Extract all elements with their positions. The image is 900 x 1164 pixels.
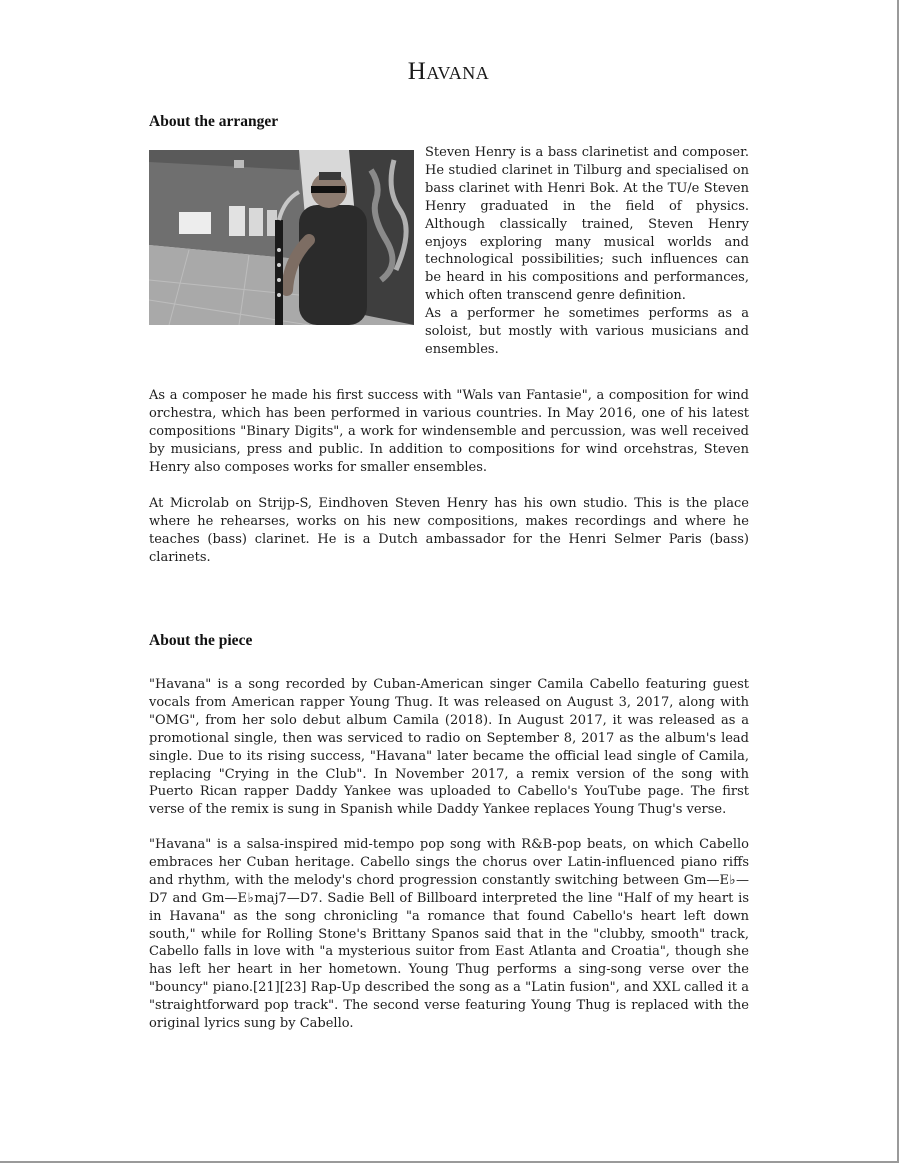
arranger-composer-paragraph: As a composer he made his first success with "Wals van Fantasie", a composition for wind orchestra, which has been performed in various countries. In May 2016, one of his latest compositions "Binary Digits", a work for windensemble and percussion, was well received by musicians, press and public. In addition to compositions for wind orcehstras, Steven Henry also composes works for smaller ensembles. bbox=[149, 388, 749, 475]
arranger-performer-paragraph: As a performer he sometimes performs as a soloist, but mostly with various musicians and ensembles. bbox=[425, 306, 749, 357]
arranger-bio-paragraph: Steven Henry is a bass clarinetist and composer. He studied clarinet in Tilburg and specialised on bass clarinet with Henri Bok. At the TU/e Steven Henry graduated in the field of physics. Although classically trained, Steven Henry enjoys exploring many musical worlds and technological possibilities; such influences can be heard in his compositions and performances, which often transcend genre definition. bbox=[425, 145, 749, 304]
piece-paragraph-1: "Havana" is a song recorded by Cuban-American singer Camila Cabello featuring guest vocals from American rapper Young Thug. It was released on August 3, 2017, along with "OMG", from her solo debut album Camila (2018). In August 2017, it was released as a promotional single, then was serviced to radio on September 8, 2017 as the album's lead single. Due to its rising success, "Havana" later became the official lead single of Camila, replacing "Crying in the Club". In November 2017, a remix version of the song with Puerto Rican rapper Daddy Yankee was uploaded to Cabello's YouTube page. The first verse of the remix is sung in Spanish while Daddy Yankee replaces Young Thug's verse. bbox=[149, 677, 749, 818]
piece-paragraph-2: "Havana" is a salsa-inspired mid-tempo pop song with R&B-pop beats, on which Cabello embraces her Cuban heritage. Cabello sings the chorus over Latin-influenced piano riffs and rhythm, with the melody's chord progression constantly switching between Gm—E♭—D7 and Gm—E♭maj7—D7. Sadie Bell of Billboard interpreted the line "Half of my heart is in Havana" as the song chronicling "a romance that found Cabello's heart left down south," while for Rolling Stone's Brittany Spanos said that in the "clubby, smooth" track, Cabello falls in love with "a mysterious suitor from East Atlanta and Croatia", though she has left her heart in her hometown. Young Thug performs a sing-song verse over the "bouncy" piano.[21][23] Rap-Up described the song as a "Latin fusion", and XXL called it a "straightforward pop track". The second verse featuring Young Thug is replaced with the original lyrics sung by Cabello. bbox=[149, 837, 749, 1032]
arranger-heading: About the arranger bbox=[149, 113, 279, 130]
arranger-side-text bbox=[425, 144, 749, 359]
piece-heading: About the piece bbox=[149, 632, 253, 649]
arranger-photo bbox=[149, 150, 414, 325]
page-title: Havana bbox=[407, 58, 490, 85]
arranger-studio-paragraph: At Microlab on Strijp-S, Eindhoven Steven Henry has his own studio. This is the place where he rehearses, works on his new compositions, makes recordings and where he teaches (bass) clarinet. He is a Dutch ambassador for the Henri Selmer Paris (bass) clarinets. bbox=[149, 496, 749, 565]
